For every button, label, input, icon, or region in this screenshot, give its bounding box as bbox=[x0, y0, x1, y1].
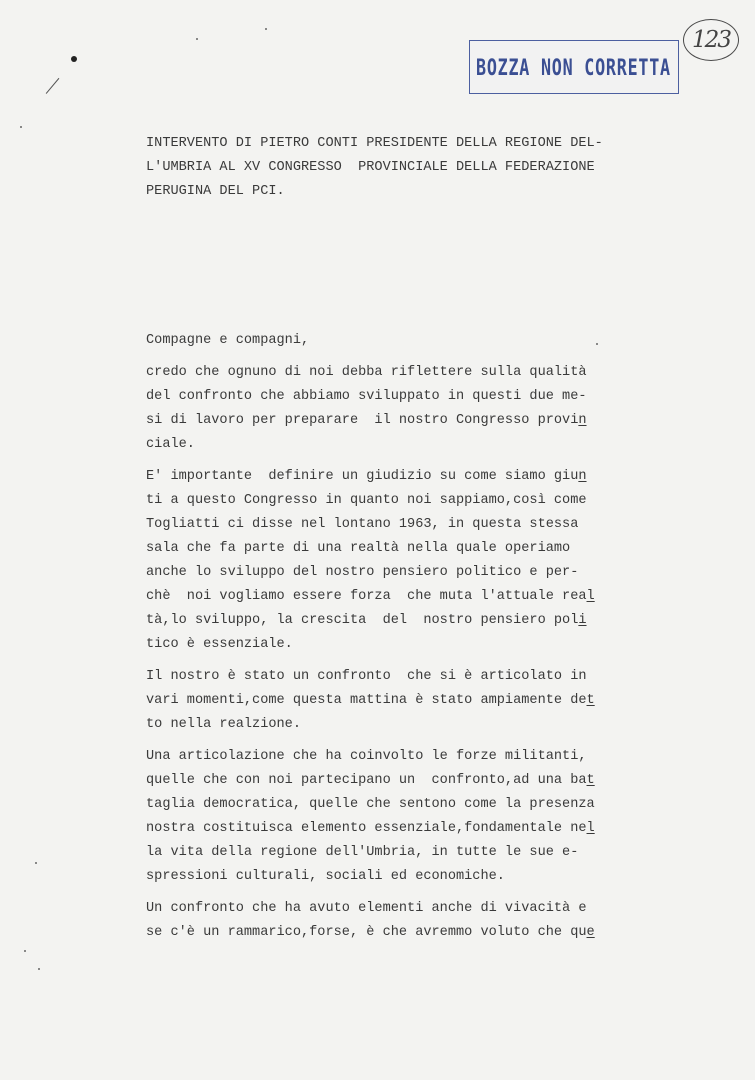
body-line: Una articolazione che ha coinvolto le forze militanti, bbox=[146, 749, 587, 764]
body-line: del confronto che abbiamo sviluppato in questi due me- bbox=[146, 389, 587, 404]
body-line: anche lo sviluppo del nostro pensiero politico e per- bbox=[146, 565, 579, 580]
body-line: tico è essenziale. bbox=[146, 637, 293, 652]
heading-line: INTERVENTO DI PIETRO CONTI PRESIDENTE DELLA REGIONE DEL- bbox=[146, 136, 603, 151]
heading-line: L'UMBRIA AL XV CONGRESSO PROVINCIALE DELLA FEDERAZIONE bbox=[146, 160, 595, 175]
body-line: vari momenti,come questa mattina è stato ampiamente det bbox=[146, 693, 595, 708]
body-line: nostra costituisca elemento essenziale,fondamentale nel bbox=[146, 821, 595, 836]
body-line: si di lavoro per preparare il nostro Congresso provin bbox=[146, 413, 587, 428]
body-line: spressioni culturali, sociali ed economiche. bbox=[146, 869, 505, 884]
heading-line: PERUGINA DEL PCI. bbox=[146, 184, 285, 199]
speck bbox=[596, 343, 598, 345]
speck bbox=[265, 28, 267, 30]
pen-stroke bbox=[46, 78, 60, 94]
body-line: Togliatti ci disse nel lontano 1963, in questa stessa bbox=[146, 517, 579, 532]
body-line: se c'è un rammarico,forse, è che avremmo voluto che que bbox=[146, 925, 595, 940]
body-line: chè noi vogliamo essere forza che muta l'attuale real bbox=[146, 589, 595, 604]
speck bbox=[24, 950, 26, 952]
body-line: ciale. bbox=[146, 437, 195, 452]
body-line: credo che ognuno di noi debba riflettere sulla qualità bbox=[146, 365, 587, 380]
page-number: 123 bbox=[692, 27, 730, 53]
body-line: E' importante definire un giudizio su come siamo giun bbox=[146, 469, 587, 484]
speck bbox=[38, 968, 40, 970]
body-line: Il nostro è stato un confronto che si è articolato in bbox=[146, 669, 587, 684]
speck bbox=[196, 38, 198, 40]
body-line: Un confronto che ha avuto elementi anche di vivacità e bbox=[146, 901, 587, 916]
body-line: quelle che con noi partecipano un confronto,ad una bat bbox=[146, 773, 595, 788]
body-line: ti a questo Congresso in quanto noi sappiamo,così come bbox=[146, 493, 587, 508]
speck bbox=[35, 862, 37, 864]
body-line: la vita della regione dell'Umbria, in tutte le sue e- bbox=[146, 845, 579, 860]
body-line: to nella realzione. bbox=[146, 717, 301, 732]
salutation: Compagne e compagni, bbox=[146, 333, 310, 348]
pen-mark bbox=[71, 56, 77, 62]
body-line: tà,lo sviluppo, la crescita del nostro pensiero poli bbox=[146, 613, 587, 628]
draft-stamp: BOZZA NON CORRETTA bbox=[476, 56, 671, 81]
speck bbox=[20, 126, 22, 128]
body-line: sala che fa parte di una realtà nella quale operiamo bbox=[146, 541, 571, 556]
body-line: taglia democratica, quelle che sentono come la presenza bbox=[146, 797, 595, 812]
